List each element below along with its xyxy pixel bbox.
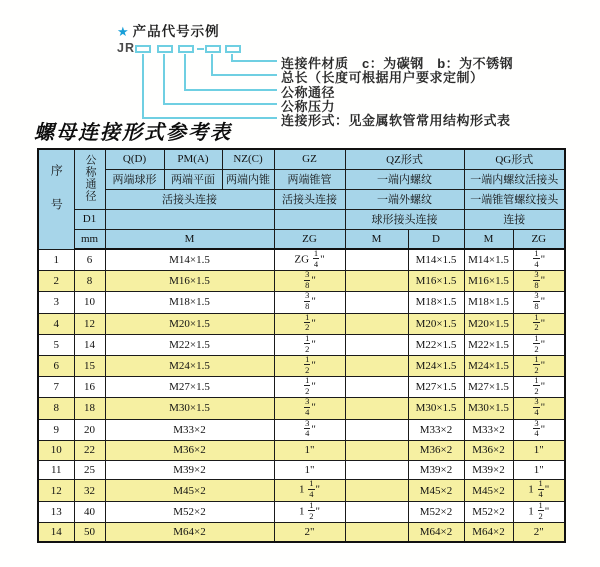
cell-seq: 10 bbox=[38, 440, 74, 460]
cell-dn: 20 bbox=[74, 419, 105, 440]
cell-qg-zg: 1" bbox=[513, 440, 565, 460]
cell-qz-d: M45×2 bbox=[408, 480, 464, 501]
cell-qz-m bbox=[345, 440, 408, 460]
cell-qz-d: M52×2 bbox=[408, 501, 464, 522]
header-row-1 bbox=[38, 149, 565, 169]
cell-qg-m: M18×1.5 bbox=[464, 292, 513, 313]
qg-m-label: M bbox=[464, 229, 513, 249]
cell-m: M64×2 bbox=[105, 522, 274, 542]
fraction: $\frac{1}{2}$ bbox=[534, 313, 539, 333]
desc-q: 两端球形 bbox=[105, 169, 164, 189]
cell-qg-zg: 1 $\frac{1}{2}$ " bbox=[513, 501, 565, 522]
cell-dn: 6 bbox=[74, 249, 105, 271]
cell-qz-d: M18×1.5 bbox=[408, 292, 464, 313]
cell-dn: 22 bbox=[74, 440, 105, 460]
cell-qz-m bbox=[345, 249, 408, 271]
table-row bbox=[38, 334, 565, 355]
fraction: $\frac{1}{4}$ bbox=[538, 479, 543, 500]
diagram-title bbox=[117, 20, 220, 40]
code-box-3 bbox=[178, 45, 194, 53]
desc-gz: 两端锥管 bbox=[274, 169, 345, 189]
col-header-gz: GZ bbox=[274, 149, 345, 169]
connector-line bbox=[184, 54, 186, 91]
connector-line bbox=[142, 54, 144, 119]
cell-qg-m: M20×1.5 bbox=[464, 313, 513, 334]
connector-line bbox=[163, 103, 277, 105]
cell-seq: 12 bbox=[38, 480, 74, 501]
qg-zg-label: ZG bbox=[513, 229, 565, 249]
table-title: 螺母连接形式参考表 bbox=[34, 122, 232, 144]
col-header-seq: 序号 bbox=[38, 149, 74, 249]
empty-cell bbox=[274, 209, 345, 229]
desc-pm: 两端平面 bbox=[164, 169, 222, 189]
cell-qg-m: M22×1.5 bbox=[464, 334, 513, 355]
cell-qz-m bbox=[345, 480, 408, 501]
cell-qg-zg: $\frac{3}{8}$ " bbox=[513, 292, 565, 313]
fraction: $\frac{1}{4}$ bbox=[313, 249, 319, 269]
cell-dn: 8 bbox=[74, 271, 105, 292]
cell-zg: $\frac{1}{2}$ " bbox=[274, 355, 345, 376]
desc-qg-3: 连接 bbox=[464, 209, 565, 229]
cell-seq: 1 bbox=[38, 249, 74, 271]
cell-seq: 14 bbox=[38, 522, 74, 542]
cell-zg: 1" bbox=[274, 440, 345, 460]
fraction: $\frac{1}{2}$ bbox=[305, 334, 310, 354]
table-row bbox=[38, 377, 565, 398]
table-row bbox=[38, 355, 565, 376]
cell-qz-m bbox=[345, 501, 408, 522]
table-row bbox=[38, 480, 565, 501]
cell-qg-m: M52×2 bbox=[464, 501, 513, 522]
cell-qz-m bbox=[345, 334, 408, 355]
col-header-qz: QZ形式 bbox=[345, 149, 464, 169]
table-row bbox=[38, 313, 565, 334]
connector-line bbox=[211, 54, 213, 76]
cell-qg-m: M30×1.5 bbox=[464, 398, 513, 419]
cell-dn: 25 bbox=[74, 460, 105, 480]
cell-qg-m: M27×1.5 bbox=[464, 377, 513, 398]
fraction: $\frac{1}{2}$ bbox=[309, 501, 314, 521]
cell-qg-m: M33×2 bbox=[464, 419, 513, 440]
cell-qg-m: M39×2 bbox=[464, 460, 513, 480]
cell-zg: 1 $\frac{1}{4}$ " bbox=[274, 480, 345, 501]
cell-dn: 12 bbox=[74, 313, 105, 334]
cell-qz-d: M36×2 bbox=[408, 440, 464, 460]
nut-connection-table bbox=[37, 148, 566, 543]
cell-qz-m bbox=[345, 313, 408, 334]
desc-qz-1: 一端内螺纹 bbox=[345, 169, 464, 189]
header-row-5 bbox=[38, 229, 565, 249]
cell-qg-zg: $\frac{3}{8}$ " bbox=[513, 271, 565, 292]
label-total-length: 总长（长度可根据用户要求定制） bbox=[281, 70, 484, 85]
col-header-pm: PM(A) bbox=[164, 149, 222, 169]
cell-qg-zg: $\frac{3}{4}$ " bbox=[513, 398, 565, 419]
cell-qg-m: M14×1.5 bbox=[464, 249, 513, 271]
cell-qz-m bbox=[345, 292, 408, 313]
cell-qz-m bbox=[345, 377, 408, 398]
cell-qg-zg: 1" bbox=[513, 460, 565, 480]
desc-nz: 两端内锥 bbox=[222, 169, 274, 189]
table-row bbox=[38, 271, 565, 292]
cell-qz-d: M33×2 bbox=[408, 419, 464, 440]
table-row bbox=[38, 522, 565, 542]
table-row bbox=[38, 292, 565, 313]
cell-m: M14×1.5 bbox=[105, 249, 274, 271]
cell-m: M36×2 bbox=[105, 440, 274, 460]
cell-qg-m: M45×2 bbox=[464, 480, 513, 501]
cell-qg-m: M24×1.5 bbox=[464, 355, 513, 376]
fraction: $\frac{3}{4}$ bbox=[534, 419, 539, 439]
fraction: $\frac{3}{4}$ bbox=[305, 397, 310, 418]
cell-dn: 18 bbox=[74, 398, 105, 419]
label-nominal-pressure: 公称压力 bbox=[281, 99, 336, 114]
cell-m: M18×1.5 bbox=[105, 292, 274, 313]
cell-qz-d: M24×1.5 bbox=[408, 355, 464, 376]
code-dash bbox=[197, 48, 204, 50]
fraction: $\frac{1}{2}$ bbox=[534, 355, 539, 375]
cell-qg-zg: 2" bbox=[513, 522, 565, 542]
cell-qz-m bbox=[345, 460, 408, 480]
fraction: $\frac{1}{4}$ bbox=[309, 479, 314, 500]
cell-m: M24×1.5 bbox=[105, 355, 274, 376]
cell-qz-d: M14×1.5 bbox=[408, 249, 464, 271]
fraction: $\frac{1}{2}$ bbox=[534, 334, 539, 354]
cell-qg-zg: $\frac{1}{4}$ " bbox=[513, 249, 565, 271]
cell-qg-m: M36×2 bbox=[464, 440, 513, 460]
cell-seq: 7 bbox=[38, 377, 74, 398]
cell-dn: 16 bbox=[74, 377, 105, 398]
header-row-2 bbox=[38, 169, 565, 189]
cell-qz-m bbox=[345, 522, 408, 542]
cell-qz-d: M22×1.5 bbox=[408, 334, 464, 355]
cell-zg: $\frac{3}{8}$ " bbox=[274, 271, 345, 292]
cell-zg: 2" bbox=[274, 522, 345, 542]
desc-qz-3: 球形接头连接 bbox=[345, 209, 464, 229]
cell-qz-d: M30×1.5 bbox=[408, 398, 464, 419]
qz-m-label: M bbox=[345, 229, 408, 249]
cell-seq: 11 bbox=[38, 460, 74, 480]
m-label: M bbox=[105, 229, 274, 249]
cell-dn: 14 bbox=[74, 334, 105, 355]
fraction: $\frac{1}{2}$ bbox=[538, 501, 543, 521]
cell-dn: 10 bbox=[74, 292, 105, 313]
cell-dn: 32 bbox=[74, 480, 105, 501]
cell-qz-d: M16×1.5 bbox=[408, 271, 464, 292]
cell-qg-zg: $\frac{1}{2}$ " bbox=[513, 334, 565, 355]
cell-m: M45×2 bbox=[105, 480, 274, 501]
cell-zg: ZG $\frac{1}{4}$ " bbox=[274, 249, 345, 271]
cell-zg: $\frac{1}{2}$ " bbox=[274, 377, 345, 398]
cell-qz-d: M39×2 bbox=[408, 460, 464, 480]
connector-line bbox=[231, 60, 277, 62]
header-row-4 bbox=[38, 209, 565, 229]
table-body bbox=[38, 249, 565, 542]
cell-qg-zg: $\frac{3}{4}$ " bbox=[513, 419, 565, 440]
cell-zg: $\frac{3}{8}$ " bbox=[274, 292, 345, 313]
cell-seq: 8 bbox=[38, 398, 74, 419]
fraction: $\frac{3}{4}$ bbox=[305, 419, 310, 439]
cell-seq: 6 bbox=[38, 355, 74, 376]
cell-qz-m bbox=[345, 419, 408, 440]
desc-qg-2: 一端锥管螺纹接头 bbox=[464, 189, 565, 209]
table-row bbox=[38, 249, 565, 271]
cell-m: M52×2 bbox=[105, 501, 274, 522]
zg-label: ZG bbox=[274, 229, 345, 249]
fraction: $\frac{3}{8}$ bbox=[534, 291, 539, 312]
fraction: $\frac{3}{8}$ bbox=[534, 270, 539, 291]
cell-qz-m bbox=[345, 355, 408, 376]
cell-qz-m bbox=[345, 398, 408, 419]
cell-m: M30×1.5 bbox=[105, 398, 274, 419]
fraction: $\frac{1}{2}$ bbox=[534, 376, 539, 396]
cell-zg: 1 $\frac{1}{2}$ " bbox=[274, 501, 345, 522]
connector-line bbox=[184, 89, 277, 91]
desc-qz-2: 一端外螺纹 bbox=[345, 189, 464, 209]
col-header-q: Q(D) bbox=[105, 149, 164, 169]
code-box-1 bbox=[135, 45, 151, 53]
diagram-title-text: 产品代号示例 bbox=[132, 24, 220, 39]
cell-seq: 13 bbox=[38, 501, 74, 522]
desc-gz-union: 活接头连接 bbox=[274, 189, 345, 209]
fraction: $\frac{3}{8}$ bbox=[305, 291, 310, 312]
mm-label: mm bbox=[74, 229, 105, 249]
cell-qg-m: M64×2 bbox=[464, 522, 513, 542]
cell-dn: 15 bbox=[74, 355, 105, 376]
table-row bbox=[38, 398, 565, 419]
label-connection-form: 连接形式：见金属软管常用结构形式表 bbox=[281, 113, 511, 128]
cell-zg: $\frac{1}{2}$ " bbox=[274, 313, 345, 334]
table-row bbox=[38, 440, 565, 460]
cell-qg-zg: 1 $\frac{1}{4}$ " bbox=[513, 480, 565, 501]
cell-m: M20×1.5 bbox=[105, 313, 274, 334]
connector-line bbox=[211, 74, 277, 76]
fraction: $\frac{1}{2}$ bbox=[305, 376, 310, 396]
label-nominal-diameter: 公称通径 bbox=[281, 85, 336, 100]
table-row bbox=[38, 460, 565, 480]
empty-cell bbox=[105, 209, 274, 229]
cell-qg-zg: $\frac{1}{2}$ " bbox=[513, 313, 565, 334]
header-row-3 bbox=[38, 189, 565, 209]
code-prefix: JR bbox=[117, 41, 135, 55]
desc-union: 活接头连接 bbox=[105, 189, 274, 209]
cell-seq: 9 bbox=[38, 419, 74, 440]
cell-m: M33×2 bbox=[105, 419, 274, 440]
cell-seq: 2 bbox=[38, 271, 74, 292]
qz-d-label: D bbox=[408, 229, 464, 249]
cell-zg: 1" bbox=[274, 460, 345, 480]
cell-dn: 50 bbox=[74, 522, 105, 542]
cell-qz-m bbox=[345, 271, 408, 292]
cell-qg-zg: $\frac{1}{2}$ " bbox=[513, 355, 565, 376]
cell-zg: $\frac{1}{2}$ " bbox=[274, 334, 345, 355]
cell-m: M22×1.5 bbox=[105, 334, 274, 355]
cell-qz-d: M64×2 bbox=[408, 522, 464, 542]
cell-m: M16×1.5 bbox=[105, 271, 274, 292]
fraction: $\frac{3}{8}$ bbox=[305, 270, 310, 291]
code-box-2 bbox=[157, 45, 173, 53]
table-row bbox=[38, 501, 565, 522]
d1-label: D1 bbox=[74, 209, 105, 229]
cell-zg: $\frac{3}{4}$ " bbox=[274, 419, 345, 440]
cell-seq: 4 bbox=[38, 313, 74, 334]
desc-qg-1: 一端内螺纹活接头 bbox=[464, 169, 565, 189]
col-header-qg: QG形式 bbox=[464, 149, 565, 169]
cell-qg-m: M16×1.5 bbox=[464, 271, 513, 292]
table-row bbox=[38, 419, 565, 440]
col-header-dn: 公称通径 bbox=[74, 149, 105, 209]
fraction: $\frac{1}{2}$ bbox=[305, 355, 310, 375]
cell-m: M39×2 bbox=[105, 460, 274, 480]
cell-qz-d: M20×1.5 bbox=[408, 313, 464, 334]
table-header bbox=[38, 149, 565, 249]
fraction: $\frac{3}{4}$ bbox=[534, 397, 539, 418]
star-icon: ★ bbox=[117, 24, 130, 39]
fraction: $\frac{1}{4}$ bbox=[534, 249, 539, 269]
cell-m: M27×1.5 bbox=[105, 377, 274, 398]
connector-line bbox=[163, 54, 165, 105]
cell-qg-zg: $\frac{1}{2}$ " bbox=[513, 377, 565, 398]
code-box-5 bbox=[225, 45, 241, 53]
cell-seq: 5 bbox=[38, 334, 74, 355]
col-header-nz: NZ(C) bbox=[222, 149, 274, 169]
cell-qz-d: M27×1.5 bbox=[408, 377, 464, 398]
label-material: 连接件材质 c：为碳钢 b：为不锈钢 bbox=[281, 56, 514, 71]
cell-dn: 40 bbox=[74, 501, 105, 522]
cell-zg: $\frac{3}{4}$ " bbox=[274, 398, 345, 419]
code-box-4 bbox=[205, 45, 221, 53]
cell-seq: 3 bbox=[38, 292, 74, 313]
fraction: $\frac{1}{2}$ bbox=[305, 313, 310, 333]
